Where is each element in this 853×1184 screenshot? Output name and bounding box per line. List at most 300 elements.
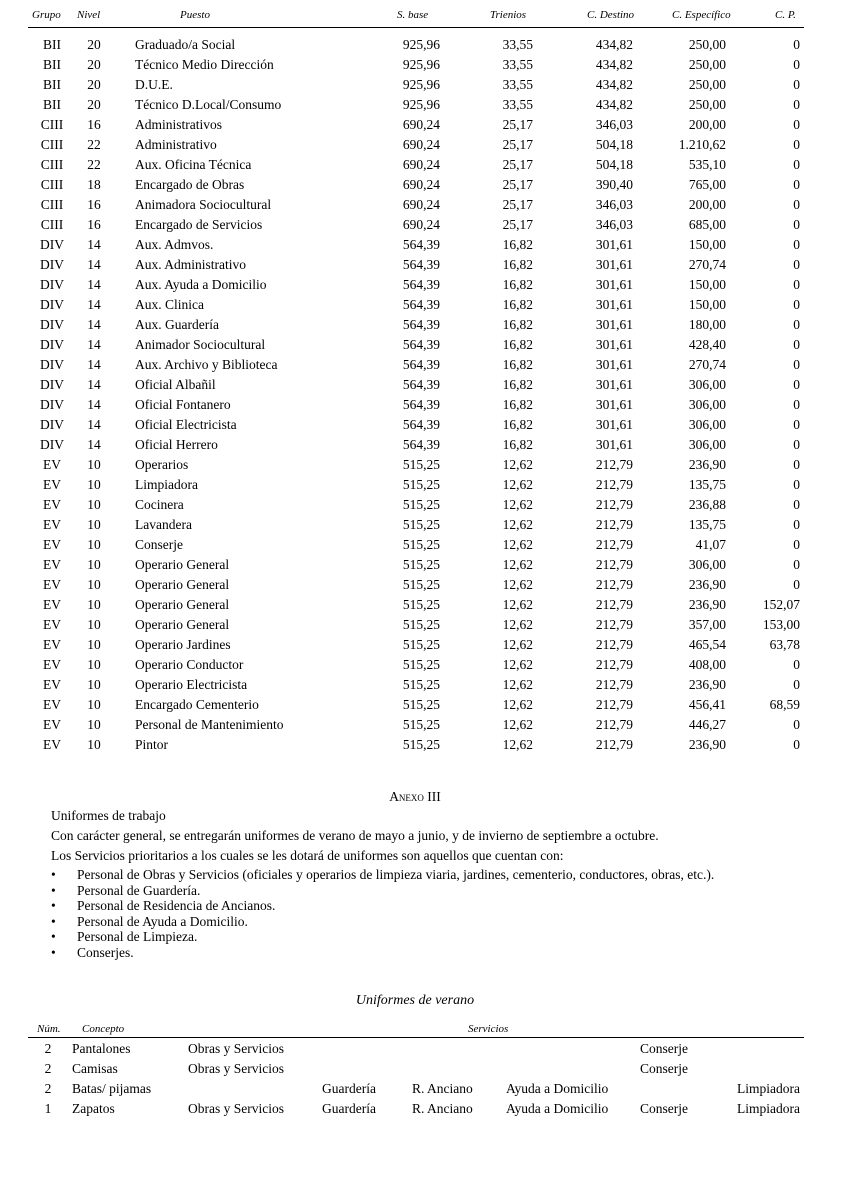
table-row — [0, 376, 853, 396]
cell-nivel: 10 — [87, 657, 101, 672]
cell-cp: 0 — [793, 397, 800, 412]
table-row — [0, 296, 853, 316]
cell-puesto: Encargado de Servicios — [135, 217, 263, 232]
cell-sbase: 925,96 — [402, 97, 440, 112]
cell-trienios: 12,62 — [502, 597, 533, 612]
cell-sbase: 515,25 — [402, 617, 440, 632]
uniform-cell-conserje: Conserje — [640, 1061, 688, 1076]
cell-destino: 301,61 — [595, 357, 633, 372]
cell-trienios: 16,82 — [502, 397, 533, 412]
uniform-cell-obras: Obras y Servicios — [188, 1101, 284, 1116]
cell-destino: 212,79 — [595, 497, 633, 512]
cell-nivel: 16 — [87, 197, 101, 212]
uniforms-table-body — [0, 1040, 853, 1120]
cell-trienios: 12,62 — [502, 457, 533, 472]
cell-destino: 434,82 — [595, 77, 633, 92]
cell-nivel: 10 — [87, 697, 101, 712]
cell-grupo: EV — [43, 557, 61, 572]
uniform-cell-limpiadora: Limpiadora — [737, 1081, 800, 1096]
uniform-cell-concepto: Camisas — [72, 1061, 118, 1076]
cell-destino: 301,61 — [595, 397, 633, 412]
cell-destino: 212,79 — [595, 697, 633, 712]
table-row — [0, 156, 853, 176]
cell-sbase: 515,25 — [402, 477, 440, 492]
cell-sbase: 515,25 — [402, 637, 440, 652]
cell-grupo: DIV — [40, 397, 64, 412]
cell-cp: 0 — [793, 177, 800, 192]
table-row — [0, 436, 853, 456]
cell-cp: 0 — [793, 657, 800, 672]
cell-puesto: Aux. Ayuda a Domicilio — [135, 277, 267, 292]
cell-nivel: 14 — [87, 437, 101, 452]
header-rule — [28, 27, 804, 28]
cell-trienios: 33,55 — [502, 37, 533, 52]
cell-sbase: 690,24 — [402, 117, 440, 132]
salary-table-body — [0, 36, 853, 756]
cell-trienios: 12,62 — [502, 497, 533, 512]
cell-nivel: 10 — [87, 737, 101, 752]
table-row — [0, 536, 853, 556]
cell-nivel: 14 — [87, 317, 101, 332]
cell-destino: 504,18 — [595, 157, 633, 172]
cell-cp: 0 — [793, 377, 800, 392]
header-cp: C. P. — [775, 9, 796, 21]
cell-especifico: 685,00 — [688, 217, 726, 232]
cell-especifico: 250,00 — [688, 57, 726, 72]
cell-destino: 301,61 — [595, 377, 633, 392]
cell-cp: 0 — [793, 517, 800, 532]
cell-grupo: EV — [43, 537, 61, 552]
table-row — [0, 716, 853, 736]
cell-puesto: Operario Conductor — [135, 657, 244, 672]
cell-sbase: 564,39 — [402, 357, 440, 372]
cell-puesto: Administrativos — [135, 117, 222, 132]
cell-grupo: CIII — [40, 217, 64, 232]
uniforms-header-rule — [28, 1037, 804, 1038]
table-row — [0, 256, 853, 276]
uniform-cell-num: 2 — [44, 1061, 52, 1076]
cell-cp: 0 — [793, 457, 800, 472]
cell-cp: 0 — [793, 257, 800, 272]
cell-especifico: 236,88 — [688, 497, 726, 512]
cell-nivel: 10 — [87, 537, 101, 552]
uniform-cell-anciano: R. Anciano — [412, 1101, 473, 1116]
table-row — [0, 736, 853, 756]
cell-cp: 0 — [793, 497, 800, 512]
cell-sbase: 690,24 — [402, 177, 440, 192]
cell-cp: 0 — [793, 477, 800, 492]
cell-puesto: Encargado Cementerio — [135, 697, 259, 712]
table-row — [0, 356, 853, 376]
cell-cp: 0 — [793, 137, 800, 152]
cell-especifico: 306,00 — [688, 557, 726, 572]
cell-especifico: 135,75 — [688, 477, 726, 492]
cell-especifico: 428,40 — [688, 337, 726, 352]
cell-puesto: Administrativo — [135, 137, 217, 152]
cell-trienios: 12,62 — [502, 717, 533, 732]
cell-destino: 212,79 — [595, 637, 633, 652]
cell-destino: 301,61 — [595, 337, 633, 352]
cell-cp: 0 — [793, 217, 800, 232]
cell-puesto: Personal de Mantenimiento — [135, 717, 284, 732]
cell-especifico: 357,00 — [688, 617, 726, 632]
cell-grupo: EV — [43, 697, 61, 712]
uniform-row — [0, 1060, 853, 1080]
cell-destino: 301,61 — [595, 237, 633, 252]
cell-puesto: Oficial Electricista — [135, 417, 237, 432]
uniform-cell-concepto: Batas/ pijamas — [72, 1081, 152, 1096]
cell-sbase: 515,25 — [402, 557, 440, 572]
header-destino: C. Destino — [587, 9, 635, 21]
table-row — [0, 516, 853, 536]
cell-sbase: 564,39 — [402, 437, 440, 452]
cell-puesto: Técnico Medio Dirección — [135, 57, 274, 72]
cell-sbase: 690,24 — [402, 137, 440, 152]
uniform-row — [0, 1100, 853, 1120]
cell-especifico: 446,27 — [688, 717, 726, 732]
cell-grupo: EV — [43, 577, 61, 592]
cell-cp: 0 — [793, 357, 800, 372]
cell-trienios: 12,62 — [502, 537, 533, 552]
cell-puesto: Operario General — [135, 577, 230, 592]
cell-nivel: 14 — [87, 377, 101, 392]
cell-destino: 301,61 — [595, 417, 633, 432]
cell-trienios: 25,17 — [502, 197, 533, 212]
cell-destino: 301,61 — [595, 277, 633, 292]
uniform-cell-obras: Obras y Servicios — [188, 1041, 284, 1056]
cell-grupo: CIII — [40, 197, 64, 212]
cell-trienios: 16,82 — [502, 377, 533, 392]
bullet-marker: • — [51, 882, 56, 898]
cell-nivel: 10 — [87, 617, 101, 632]
cell-destino: 301,61 — [595, 317, 633, 332]
cell-grupo: CIII — [40, 117, 64, 132]
cell-especifico: 535,10 — [688, 157, 726, 172]
table-row — [0, 36, 853, 56]
cell-puesto: Aux. Clinica — [135, 297, 204, 312]
cell-sbase: 515,25 — [402, 717, 440, 732]
uniform-cell-obras: Obras y Servicios — [188, 1061, 284, 1076]
table-row — [0, 116, 853, 136]
cell-grupo: DIV — [40, 237, 64, 252]
cell-cp: 0 — [793, 537, 800, 552]
bullet-text: Personal de Guardería. — [77, 882, 201, 898]
cell-nivel: 10 — [87, 517, 101, 532]
cell-grupo: DIV — [40, 277, 64, 292]
cell-sbase: 564,39 — [402, 317, 440, 332]
cell-destino: 346,03 — [595, 217, 633, 232]
cell-grupo: EV — [43, 597, 61, 612]
salary-table-header — [0, 9, 853, 25]
cell-sbase: 690,24 — [402, 197, 440, 212]
cell-grupo: BII — [43, 57, 61, 72]
cell-cp: 0 — [793, 97, 800, 112]
uniform-cell-num: 2 — [44, 1081, 52, 1096]
table-row — [0, 696, 853, 716]
cell-trienios: 16,82 — [502, 237, 533, 252]
bullet-text: Conserjes. — [77, 944, 134, 960]
cell-grupo: EV — [43, 617, 61, 632]
annex-paragraph-1: Con carácter general, se entregarán uniformes de verano de mayo a junio, y de invierno de septiembre a octubre. — [51, 828, 659, 843]
cell-puesto: Aux. Archivo y Biblioteca — [135, 357, 278, 372]
cell-grupo: DIV — [40, 357, 64, 372]
cell-destino: 346,03 — [595, 117, 633, 132]
annex-title: Anexo III — [389, 789, 441, 804]
table-row — [0, 616, 853, 636]
cell-cp: 0 — [793, 417, 800, 432]
cell-sbase: 564,39 — [402, 417, 440, 432]
cell-nivel: 10 — [87, 637, 101, 652]
cell-grupo: EV — [43, 497, 61, 512]
cell-sbase: 925,96 — [402, 57, 440, 72]
cell-sbase: 564,39 — [402, 337, 440, 352]
header-grupo: Grupo — [32, 9, 61, 21]
cell-cp: 0 — [793, 337, 800, 352]
cell-especifico: 306,00 — [688, 437, 726, 452]
cell-grupo: EV — [43, 457, 61, 472]
cell-puesto: Animadora Sociocultural — [135, 197, 272, 212]
cell-destino: 212,79 — [595, 677, 633, 692]
cell-sbase: 515,25 — [402, 737, 440, 752]
cell-sbase: 515,25 — [402, 677, 440, 692]
cell-cp: 0 — [793, 557, 800, 572]
table-row — [0, 476, 853, 496]
table-row — [0, 96, 853, 116]
cell-trienios: 33,55 — [502, 97, 533, 112]
cell-sbase: 564,39 — [402, 257, 440, 272]
cell-trienios: 25,17 — [502, 177, 533, 192]
cell-puesto: Pintor — [135, 737, 169, 752]
cell-destino: 346,03 — [595, 197, 633, 212]
cell-especifico: 250,00 — [688, 77, 726, 92]
cell-destino: 212,79 — [595, 477, 633, 492]
cell-nivel: 10 — [87, 497, 101, 512]
cell-cp: 0 — [793, 77, 800, 92]
cell-especifico: 270,74 — [688, 357, 726, 372]
bullet-marker: • — [51, 867, 56, 882]
table-row — [0, 196, 853, 216]
cell-especifico: 1.210,62 — [678, 137, 726, 152]
cell-trienios: 12,62 — [502, 657, 533, 672]
cell-nivel: 20 — [87, 57, 101, 72]
cell-destino: 212,79 — [595, 457, 633, 472]
cell-trienios: 12,62 — [502, 477, 533, 492]
cell-puesto: Oficial Albañil — [135, 377, 216, 392]
table-row — [0, 596, 853, 616]
cell-nivel: 14 — [87, 337, 101, 352]
cell-sbase: 564,39 — [402, 277, 440, 292]
cell-grupo: EV — [43, 677, 61, 692]
cell-trienios: 16,82 — [502, 417, 533, 432]
cell-puesto: Técnico D.Local/Consumo — [135, 97, 282, 112]
uniform-cell-ayuda: Ayuda a Domicilio — [506, 1101, 609, 1116]
cell-trienios: 16,82 — [502, 257, 533, 272]
annex-paragraph-2: Los Servicios prioritarios a los cuales se les dotará de uniformes son aquellos que cuentan con: — [51, 848, 564, 863]
uniform-row — [0, 1080, 853, 1100]
table-row — [0, 396, 853, 416]
cell-sbase: 564,39 — [402, 297, 440, 312]
cell-trienios: 25,17 — [502, 117, 533, 132]
bullet-text: Personal de Limpieza. — [77, 929, 198, 945]
cell-cp: 152,07 — [762, 597, 800, 612]
table-row — [0, 576, 853, 596]
cell-puesto: Aux. Admvos. — [135, 237, 214, 252]
cell-especifico: 465,54 — [688, 637, 726, 652]
cell-grupo: CIII — [40, 137, 64, 152]
cell-cp: 68,59 — [769, 697, 800, 712]
cell-grupo: DIV — [40, 437, 64, 452]
cell-trienios: 12,62 — [502, 577, 533, 592]
cell-destino: 212,79 — [595, 657, 633, 672]
cell-trienios: 12,62 — [502, 637, 533, 652]
cell-especifico: 408,00 — [688, 657, 726, 672]
bullet-text: Personal de Obras y Servicios (oficiales y operarios de limpieza viaria, jardines, cementerio, conductores, obras, etc.). — [77, 867, 715, 882]
cell-grupo: BII — [43, 37, 61, 52]
cell-grupo: DIV — [40, 257, 64, 272]
cell-puesto: Operario General — [135, 597, 230, 612]
annex-subtitle: Uniformes de trabajo — [51, 808, 166, 823]
table-row — [0, 556, 853, 576]
cell-grupo: DIV — [40, 417, 64, 432]
cell-destino: 212,79 — [595, 537, 633, 552]
cell-especifico: 150,00 — [688, 237, 726, 252]
bullet-marker: • — [51, 913, 56, 929]
cell-trienios: 12,62 — [502, 677, 533, 692]
header-servicios: Servicios — [468, 1023, 509, 1035]
cell-especifico: 236,90 — [688, 737, 726, 752]
cell-sbase: 690,24 — [402, 217, 440, 232]
cell-nivel: 14 — [87, 397, 101, 412]
cell-especifico: 150,00 — [688, 277, 726, 292]
cell-especifico: 236,90 — [688, 457, 726, 472]
uniform-cell-anciano: R. Anciano — [412, 1081, 473, 1096]
cell-sbase: 515,25 — [402, 657, 440, 672]
bullet-text: Personal de Ayuda a Domicilio. — [77, 913, 248, 929]
cell-especifico: 200,00 — [688, 197, 726, 212]
cell-trienios: 25,17 — [502, 157, 533, 172]
cell-nivel: 16 — [87, 217, 101, 232]
header-sbase: S. base — [397, 9, 429, 21]
uniform-cell-guarderia: Guardería — [322, 1081, 376, 1096]
cell-cp: 0 — [793, 117, 800, 132]
cell-trienios: 12,62 — [502, 557, 533, 572]
table-row — [0, 276, 853, 296]
cell-trienios: 33,55 — [502, 77, 533, 92]
cell-grupo: CIII — [40, 177, 64, 192]
cell-cp: 0 — [793, 677, 800, 692]
bullet-text: Personal de Residencia de Ancianos. — [77, 898, 276, 914]
cell-destino: 301,61 — [595, 297, 633, 312]
uniform-cell-ayuda: Ayuda a Domicilio — [506, 1081, 609, 1096]
cell-nivel: 10 — [87, 597, 101, 612]
cell-puesto: D.U.E. — [135, 77, 173, 92]
uniform-cell-limpiadora: Limpiadora — [737, 1101, 800, 1116]
cell-grupo: BII — [43, 77, 61, 92]
header-trienios: Trienios — [490, 9, 527, 21]
cell-trienios: 12,62 — [502, 517, 533, 532]
cell-grupo: CIII — [40, 157, 64, 172]
uniforms-title: Uniformes de verano — [355, 993, 475, 1008]
cell-especifico: 41,07 — [695, 537, 726, 552]
cell-puesto: Operario General — [135, 557, 230, 572]
cell-grupo: EV — [43, 637, 61, 652]
table-row — [0, 136, 853, 156]
cell-nivel: 14 — [87, 297, 101, 312]
cell-sbase: 515,25 — [402, 577, 440, 592]
cell-cp: 0 — [793, 317, 800, 332]
cell-destino: 301,61 — [595, 257, 633, 272]
cell-especifico: 270,74 — [688, 257, 726, 272]
cell-puesto: Encargado de Obras — [135, 177, 245, 192]
table-row — [0, 456, 853, 476]
cell-grupo: BII — [43, 97, 61, 112]
cell-cp: 0 — [793, 197, 800, 212]
cell-nivel: 10 — [87, 457, 101, 472]
table-row — [0, 316, 853, 336]
cell-destino: 212,79 — [595, 557, 633, 572]
cell-grupo: DIV — [40, 337, 64, 352]
uniform-cell-concepto: Zapatos — [72, 1101, 115, 1116]
cell-nivel: 18 — [87, 177, 101, 192]
cell-sbase: 515,25 — [402, 697, 440, 712]
cell-trienios: 12,62 — [502, 737, 533, 752]
cell-nivel: 10 — [87, 717, 101, 732]
cell-especifico: 236,90 — [688, 577, 726, 592]
table-row — [0, 76, 853, 96]
cell-sbase: 515,25 — [402, 497, 440, 512]
cell-nivel: 14 — [87, 277, 101, 292]
cell-especifico: 306,00 — [688, 397, 726, 412]
cell-destino: 212,79 — [595, 717, 633, 732]
cell-grupo: DIV — [40, 377, 64, 392]
cell-puesto: Operario Electricista — [135, 677, 248, 692]
table-row — [0, 416, 853, 436]
cell-grupo: EV — [43, 517, 61, 532]
cell-nivel: 10 — [87, 557, 101, 572]
cell-trienios: 12,62 — [502, 617, 533, 632]
cell-trienios: 16,82 — [502, 437, 533, 452]
cell-nivel: 22 — [87, 137, 101, 152]
cell-especifico: 236,90 — [688, 597, 726, 612]
cell-puesto: Operario General — [135, 617, 230, 632]
cell-nivel: 20 — [87, 77, 101, 92]
cell-nivel: 14 — [87, 257, 101, 272]
cell-destino: 212,79 — [595, 517, 633, 532]
cell-puesto: Lavandera — [135, 517, 192, 532]
uniform-cell-guarderia: Guardería — [322, 1101, 376, 1116]
table-row — [0, 176, 853, 196]
cell-grupo: DIV — [40, 297, 64, 312]
cell-puesto: Aux. Guardería — [135, 317, 219, 332]
table-row — [0, 496, 853, 516]
table-row — [0, 636, 853, 656]
cell-sbase: 515,25 — [402, 517, 440, 532]
cell-puesto: Operarios — [135, 457, 189, 472]
cell-destino: 212,79 — [595, 617, 633, 632]
cell-cp: 0 — [793, 437, 800, 452]
table-row — [0, 56, 853, 76]
header-concepto: Concepto — [82, 1023, 125, 1035]
cell-destino: 301,61 — [595, 437, 633, 452]
cell-nivel: 14 — [87, 417, 101, 432]
cell-trienios: 16,82 — [502, 317, 533, 332]
cell-trienios: 33,55 — [502, 57, 533, 72]
cell-destino: 212,79 — [595, 737, 633, 752]
cell-cp: 0 — [793, 717, 800, 732]
cell-sbase: 515,25 — [402, 537, 440, 552]
table-row — [0, 676, 853, 696]
cell-nivel: 20 — [87, 97, 101, 112]
